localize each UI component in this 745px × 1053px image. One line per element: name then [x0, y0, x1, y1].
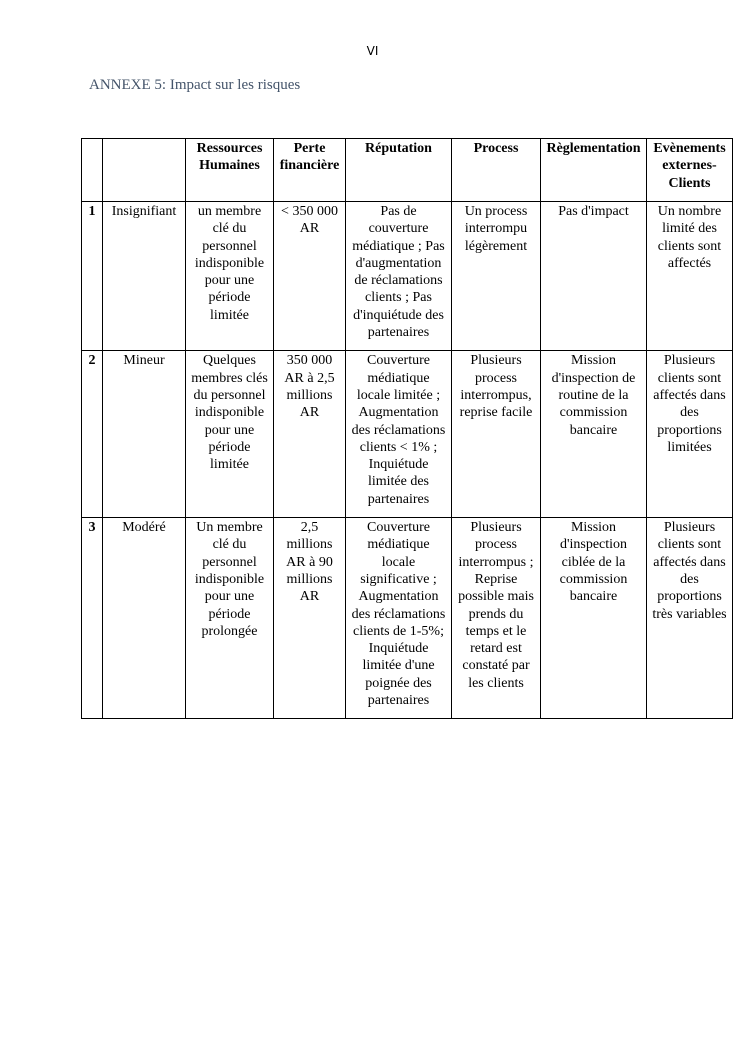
cell-perte-financiere: 2,5 millions AR à 90 millions AR: [274, 518, 346, 719]
header-reglementation: Règlementation: [541, 139, 647, 202]
header-ressources-humaines: Ressources Humaines: [186, 139, 274, 202]
cell-perte-financiere: 350 000 AR à 2,5 millions AR: [274, 351, 346, 518]
row-number: 2: [82, 351, 103, 518]
header-process: Process: [452, 139, 541, 202]
cell-process: Plusieurs process interrompus, reprise facile: [452, 351, 541, 518]
header-cell-number: [82, 139, 103, 202]
row-level: Mineur: [103, 351, 186, 518]
cell-ressources-humaines: Un membre clé du personnel indisponible pour une période prolongée: [186, 518, 274, 719]
cell-perte-financiere: < 350 000 AR: [274, 202, 346, 351]
cell-process: Plusieurs process interrompus ; Reprise possible mais prends du temps et le retard est constaté par les clients: [452, 518, 541, 719]
cell-evenements-externes: Un nombre limité des clients sont affectés: [647, 202, 733, 351]
header-cell-level: [103, 139, 186, 202]
cell-ressources-humaines: Quelques membres clés du personnel indisponible pour une période limitée: [186, 351, 274, 518]
cell-reglementation: Mission d'inspection ciblée de la commission bancaire: [541, 518, 647, 719]
page-number: VI: [366, 44, 379, 58]
table-header-row: [82, 139, 733, 202]
impact-table: [81, 138, 733, 719]
cell-reputation: Pas de couverture médiatique ; Pas d'augmentation de réclamations clients ; Pas d'inquiétude des partenaires: [346, 202, 452, 351]
row-level: Insignifiant: [103, 202, 186, 351]
cell-ressources-humaines: un membre clé du personnel indisponible pour une période limitée: [186, 202, 274, 351]
cell-evenements-externes: Plusieurs clients sont affectés dans des proportions limitées: [647, 351, 733, 518]
annex-title: ANNEXE 5: Impact sur les risques: [89, 77, 301, 93]
cell-reglementation: Mission d'inspection de routine de la commission bancaire: [541, 351, 647, 518]
header-perte-financiere: Perte financière: [274, 139, 346, 202]
row-number: 3: [82, 518, 103, 719]
cell-reputation: Couverture médiatique locale significative ; Augmentation des réclamations clients de 1-5%; Inquiétude limitée d'une poignée des partenaires: [346, 518, 452, 719]
cell-evenements-externes: Plusieurs clients sont affectés dans des proportions très variables: [647, 518, 733, 719]
row-number: 1: [82, 202, 103, 351]
header-reputation: Réputation: [346, 139, 452, 202]
table-row: [82, 202, 733, 351]
cell-reglementation: Pas d'impact: [541, 202, 647, 351]
cell-process: Un process interrompu légèrement: [452, 202, 541, 351]
table-row: [82, 351, 733, 518]
row-level: Modéré: [103, 518, 186, 719]
cell-reputation: Couverture médiatique locale limitée ; Augmentation des réclamations clients < 1% ; Inquiétude limitée des partenaires: [346, 351, 452, 518]
table-row: [82, 518, 733, 719]
header-evenements-externes: Evènements externes-Clients: [647, 139, 733, 202]
